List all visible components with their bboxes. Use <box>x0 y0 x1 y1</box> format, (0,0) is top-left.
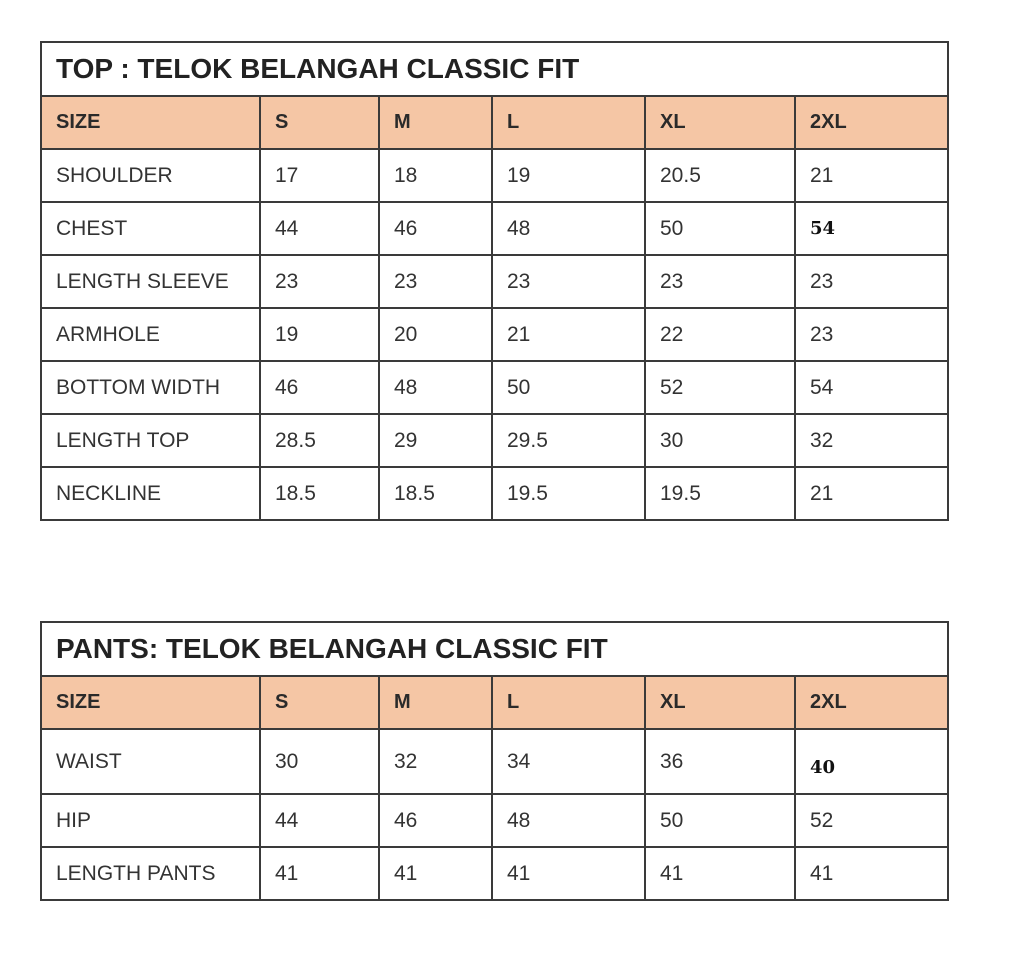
table-cell: 23 <box>379 255 492 308</box>
top-header-row <box>41 96 948 149</box>
table-cell: 19 <box>492 149 645 202</box>
header-cell: L <box>492 676 645 729</box>
table-cell: 52 <box>645 361 795 414</box>
table-row <box>41 202 948 255</box>
table-cell: 29 <box>379 414 492 467</box>
header-cell: M <box>379 676 492 729</box>
row-label: WAIST <box>41 729 260 794</box>
table-cell: 30 <box>260 729 379 794</box>
table-row <box>41 794 948 847</box>
table-cell: 44 <box>260 202 379 255</box>
header-cell: SIZE <box>41 676 260 729</box>
pants-header-row <box>41 676 948 729</box>
table-cell: 54 <box>795 361 948 414</box>
table-cell: 18.5 <box>260 467 379 520</box>
pants-table-title: PANTS: TELOK BELANGAH CLASSIC FIT <box>41 622 948 676</box>
table-cell: 41 <box>795 847 948 900</box>
table-cell: 20.5 <box>645 149 795 202</box>
top-size-table <box>40 41 949 521</box>
table-row <box>41 414 948 467</box>
header-cell: M <box>379 96 492 149</box>
table-row <box>41 467 948 520</box>
table-cell: 41 <box>260 847 379 900</box>
header-cell: 2XL <box>795 96 948 149</box>
table-cell: 48 <box>492 794 645 847</box>
table-cell: 40 <box>795 729 948 794</box>
table-cell: 32 <box>379 729 492 794</box>
row-label: SHOULDER <box>41 149 260 202</box>
header-cell: 2XL <box>795 676 948 729</box>
table-cell: 23 <box>795 255 948 308</box>
table-cell: 44 <box>260 794 379 847</box>
table-cell: 32 <box>795 414 948 467</box>
table-cell: 30 <box>645 414 795 467</box>
table-cell: 41 <box>379 847 492 900</box>
table-cell: 54 <box>795 202 948 255</box>
header-cell: S <box>260 676 379 729</box>
table-cell: 21 <box>795 149 948 202</box>
table-cell: 46 <box>379 794 492 847</box>
row-label: CHEST <box>41 202 260 255</box>
row-label: ARMHOLE <box>41 308 260 361</box>
table-cell: 34 <box>492 729 645 794</box>
header-cell: SIZE <box>41 96 260 149</box>
top-table-title: TOP : TELOK BELANGAH CLASSIC FIT <box>41 42 948 96</box>
table-cell: 18.5 <box>379 467 492 520</box>
table-cell: 36 <box>645 729 795 794</box>
table-cell: 50 <box>645 202 795 255</box>
table-row <box>41 255 948 308</box>
table-cell: 23 <box>492 255 645 308</box>
table-cell: 48 <box>379 361 492 414</box>
table-cell: 50 <box>645 794 795 847</box>
table-cell: 28.5 <box>260 414 379 467</box>
row-label: BOTTOM WIDTH <box>41 361 260 414</box>
table-cell: 48 <box>492 202 645 255</box>
table-cell: 19 <box>260 308 379 361</box>
row-label: HIP <box>41 794 260 847</box>
row-label: NECKLINE <box>41 467 260 520</box>
table-cell: 46 <box>379 202 492 255</box>
row-label: LENGTH TOP <box>41 414 260 467</box>
table-cell: 21 <box>795 467 948 520</box>
table-cell: 50 <box>492 361 645 414</box>
table-cell: 46 <box>260 361 379 414</box>
table-cell: 23 <box>260 255 379 308</box>
header-cell: L <box>492 96 645 149</box>
table-row <box>41 149 948 202</box>
header-cell: S <box>260 96 379 149</box>
table-cell: 22 <box>645 308 795 361</box>
table-cell: 23 <box>795 308 948 361</box>
table-cell: 52 <box>795 794 948 847</box>
table-cell: 19.5 <box>645 467 795 520</box>
table-cell: 29.5 <box>492 414 645 467</box>
header-cell: XL <box>645 96 795 149</box>
table-cell: 41 <box>492 847 645 900</box>
table-cell: 41 <box>645 847 795 900</box>
table-row <box>41 361 948 414</box>
table-cell: 20 <box>379 308 492 361</box>
table-row <box>41 729 948 794</box>
table-cell: 23 <box>645 255 795 308</box>
table-cell: 21 <box>492 308 645 361</box>
table-cell: 18 <box>379 149 492 202</box>
table-cell: 17 <box>260 149 379 202</box>
pants-size-table <box>40 621 949 901</box>
header-cell: XL <box>645 676 795 729</box>
table-row <box>41 308 948 361</box>
table-row <box>41 847 948 900</box>
row-label: LENGTH PANTS <box>41 847 260 900</box>
row-label: LENGTH SLEEVE <box>41 255 260 308</box>
table-cell: 19.5 <box>492 467 645 520</box>
